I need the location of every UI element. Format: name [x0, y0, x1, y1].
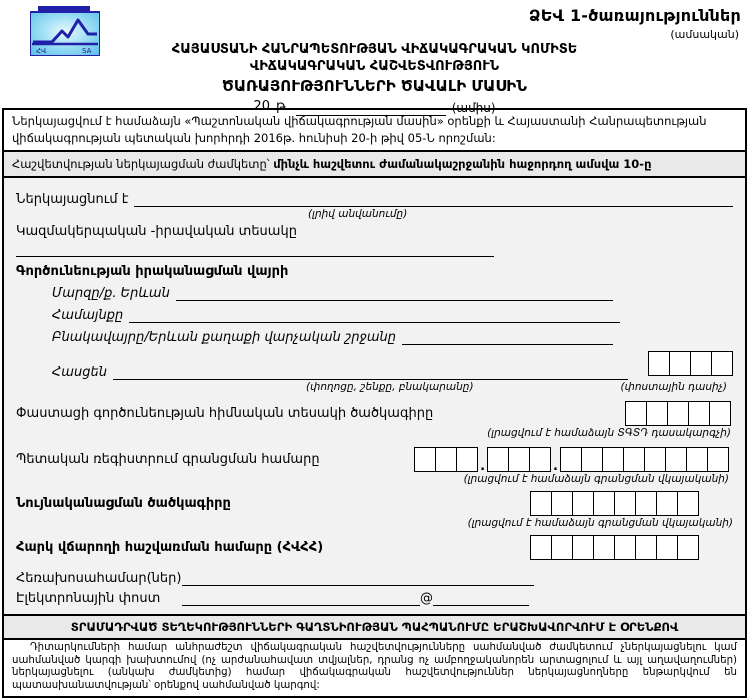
region-label: Մարզը/ք. Երևան [52, 286, 170, 302]
registry-grid-group3[interactable] [560, 447, 729, 472]
legal-type-label: Կազմակերպական -իրավական տեսակը [16, 224, 297, 240]
activity-place-header: Գործունեության իրականացման վայրի [16, 264, 289, 280]
deadline-value: մինչև հաշվետու ժամանակաշրջանին հաջորդող ամսվա 10-ը [273, 157, 652, 172]
postal-code-grid[interactable] [648, 351, 733, 376]
grid-cell[interactable] [593, 491, 615, 516]
grid-cell[interactable] [435, 447, 457, 472]
grid-cell[interactable] [644, 447, 666, 472]
grid-cell[interactable] [656, 491, 678, 516]
deadline-label: Հաշվետվության ներկայացման ժամկետը՝ [12, 157, 274, 172]
year-suffix: թ. [275, 99, 290, 115]
presenter-hint: (լրիվ անվանումը) [308, 208, 408, 221]
grid-cell[interactable] [551, 491, 573, 516]
grid-cell[interactable] [688, 401, 710, 426]
form-header [0, 0, 749, 115]
registry-number-hint: (լրացվում է համաձայն գրանցման վկայականի) [463, 473, 729, 486]
id-code-label: Նույնականացման ծածկագիրը [16, 496, 231, 512]
grid-cell[interactable] [648, 351, 670, 376]
presenter-label: Ներկայացնում է [16, 192, 129, 208]
grid-cell[interactable] [623, 447, 645, 472]
region-input-blank[interactable] [176, 285, 613, 301]
armstat-logo-icon [30, 6, 100, 60]
liability-notice [2, 638, 747, 698]
month-input-blank[interactable] [296, 101, 446, 116]
presenter-input-blank[interactable] [134, 191, 733, 207]
month-hint: (ամիս) [451, 100, 496, 115]
grid-cell[interactable] [530, 535, 552, 560]
grid-cell[interactable] [635, 491, 657, 516]
email-local-input-blank[interactable] [182, 590, 420, 606]
email-at-sign: @ [420, 591, 433, 607]
grid-cell[interactable] [667, 401, 689, 426]
registry-number-label: Պետական ռեգիստրում գրանցման համարը [16, 452, 320, 468]
settlement-label: Բնակավայրը/Երևան քաղաքի վարչական շրջանը [52, 330, 396, 346]
phone-input-blank[interactable] [182, 570, 534, 586]
id-code-hint: (լրացվում է համաձայն գրանցման վկայականի) [467, 517, 733, 530]
address-input-blank[interactable] [113, 364, 628, 380]
form-code: ՁԵՎ 1-ծառայություններ [528, 6, 741, 25]
address-hint: (փողոցը, շենքը, բնակարանը) [306, 381, 474, 394]
grid-cell[interactable] [635, 535, 657, 560]
grid-cell[interactable] [614, 491, 636, 516]
grid-cell[interactable] [551, 535, 573, 560]
tin-grid[interactable] [530, 535, 699, 560]
document-type: ՎԻՃԱԿԱԳՐԱԿԱՆ ՀԱՇՎԵՏՎՈՒԹՅՈՒՆ [249, 58, 500, 74]
grid-cell[interactable] [530, 491, 552, 516]
registry-separator1: . [480, 459, 486, 475]
activity-code-hint: (լրացվում է համաձայն ՏԳՏԴ դասակարգչի) [487, 427, 731, 440]
email-label: Էլեկտրոնային փոստ [16, 591, 161, 607]
grid-cell[interactable] [646, 401, 668, 426]
logo-right-letters: SA [82, 47, 92, 55]
email-domain-input-blank[interactable] [433, 590, 529, 606]
grid-cell[interactable] [669, 351, 691, 376]
registry-number-grid[interactable] [414, 447, 733, 475]
grid-cell[interactable] [614, 535, 636, 560]
respondent-info-box [2, 176, 747, 616]
grid-cell[interactable] [707, 447, 729, 472]
community-input-blank[interactable] [129, 307, 620, 323]
activity-code-label: Փաստացի գործունեության հիմնական տեսակի ծածկագիրը [16, 406, 434, 422]
id-code-grid[interactable] [530, 491, 699, 516]
address-label: Հասցեն [52, 365, 107, 381]
grid-cell[interactable] [593, 535, 615, 560]
grid-cell[interactable] [508, 447, 530, 472]
committee-name: ՀԱՅԱՍՏԱՆԻ ՀԱՆՐԱՊԵՏՈՒԹՅԱՆ ՎԻՃԱԿԱԳՐԱԿԱՆ ԿՈՄԻՏԵ [171, 42, 578, 57]
registry-separator2: . [553, 459, 558, 475]
grid-cell[interactable] [625, 401, 647, 426]
grid-cell[interactable] [560, 447, 582, 472]
page-title: ԾԱՌԱՅՈՒԹՅՈՒՆՆԵՐԻ ԾԱՎԱԼԻ ՄԱՍԻՆ [222, 76, 527, 95]
legal-type-input-blank[interactable] [16, 242, 494, 257]
phone-label: Հեռախոսահամար(ներ) [16, 571, 182, 587]
grid-cell[interactable] [677, 535, 699, 560]
grid-cell[interactable] [665, 447, 687, 472]
grid-cell[interactable] [709, 401, 731, 426]
community-label: Համայնքը [52, 308, 124, 324]
report-period-line [0, 99, 749, 116]
grid-cell[interactable] [572, 535, 594, 560]
tin-label: Հարկ վճարողի հաշվառման համարը (ՀՎՀՀ) [16, 540, 324, 556]
form-periodicity: (ամսական) [670, 28, 739, 41]
grid-cell[interactable] [581, 447, 603, 472]
grid-cell[interactable] [677, 491, 699, 516]
deadline-bar [2, 150, 747, 178]
postal-hint: (փոստային դասիչ) [620, 381, 727, 394]
confidentiality-banner: ՏՐԱՄԱԴՐՎԱԾ ՏԵՂԵԿՈՒԹՅՈՒՆՆԵՐԻ ԳԱՂՏՆԻՈՒԹՅԱՆ ՊԱՀՊԱՆՈՒՄԸ ԵՐԱՇԽԱՎՈՐՎՈՒՄ Է ՕՐԵՆՔՈՎ [2, 614, 747, 640]
logo-left-letters: ՀՎ [36, 47, 47, 55]
settlement-input-blank[interactable] [402, 329, 613, 345]
grid-cell[interactable] [656, 535, 678, 560]
year-prefix: 20 [253, 99, 270, 115]
activity-code-grid[interactable] [625, 401, 731, 426]
grid-cell[interactable] [529, 447, 551, 472]
liability-text: Դիտարկումների համար անհրաժեշտ վիճակագրական հաշվետվությունները սահմանված ժամկետում չներկայացնելու կամ սահմանված կարգի խախտումով (ոչ արժանահավատ տվյալներ, դրանց ոչ ամբողջականորեն արտացոլում և այլ աղավաղումներ) ներկայացնելու (անկախ ժամկետից) համար վիճակագրական հաշվետվություններ ներկայացնողները ենթարկվում են պատասխանատվության՝ օրենքով սահմանված կարգով: [12, 642, 737, 691]
legal-basis-notice: Ներկայացվում է համաձայն «Պաշտոնական վիճակագրության մասին» օրենքի և Հայաստանի Հանրապետության վիճակագրության պետական խորհրդի 2016թ. հունիսի 20-ի թիվ 05-Ն որոշման: [2, 108, 747, 152]
registry-grid-group2[interactable] [487, 447, 551, 472]
grid-cell[interactable] [572, 491, 594, 516]
grid-cell[interactable] [456, 447, 478, 472]
grid-cell[interactable] [487, 447, 509, 472]
registry-grid-group1[interactable] [414, 447, 478, 472]
grid-cell[interactable] [686, 447, 708, 472]
grid-cell[interactable] [414, 447, 436, 472]
grid-cell[interactable] [602, 447, 624, 472]
grid-cell[interactable] [690, 351, 712, 376]
grid-cell[interactable] [711, 351, 733, 376]
